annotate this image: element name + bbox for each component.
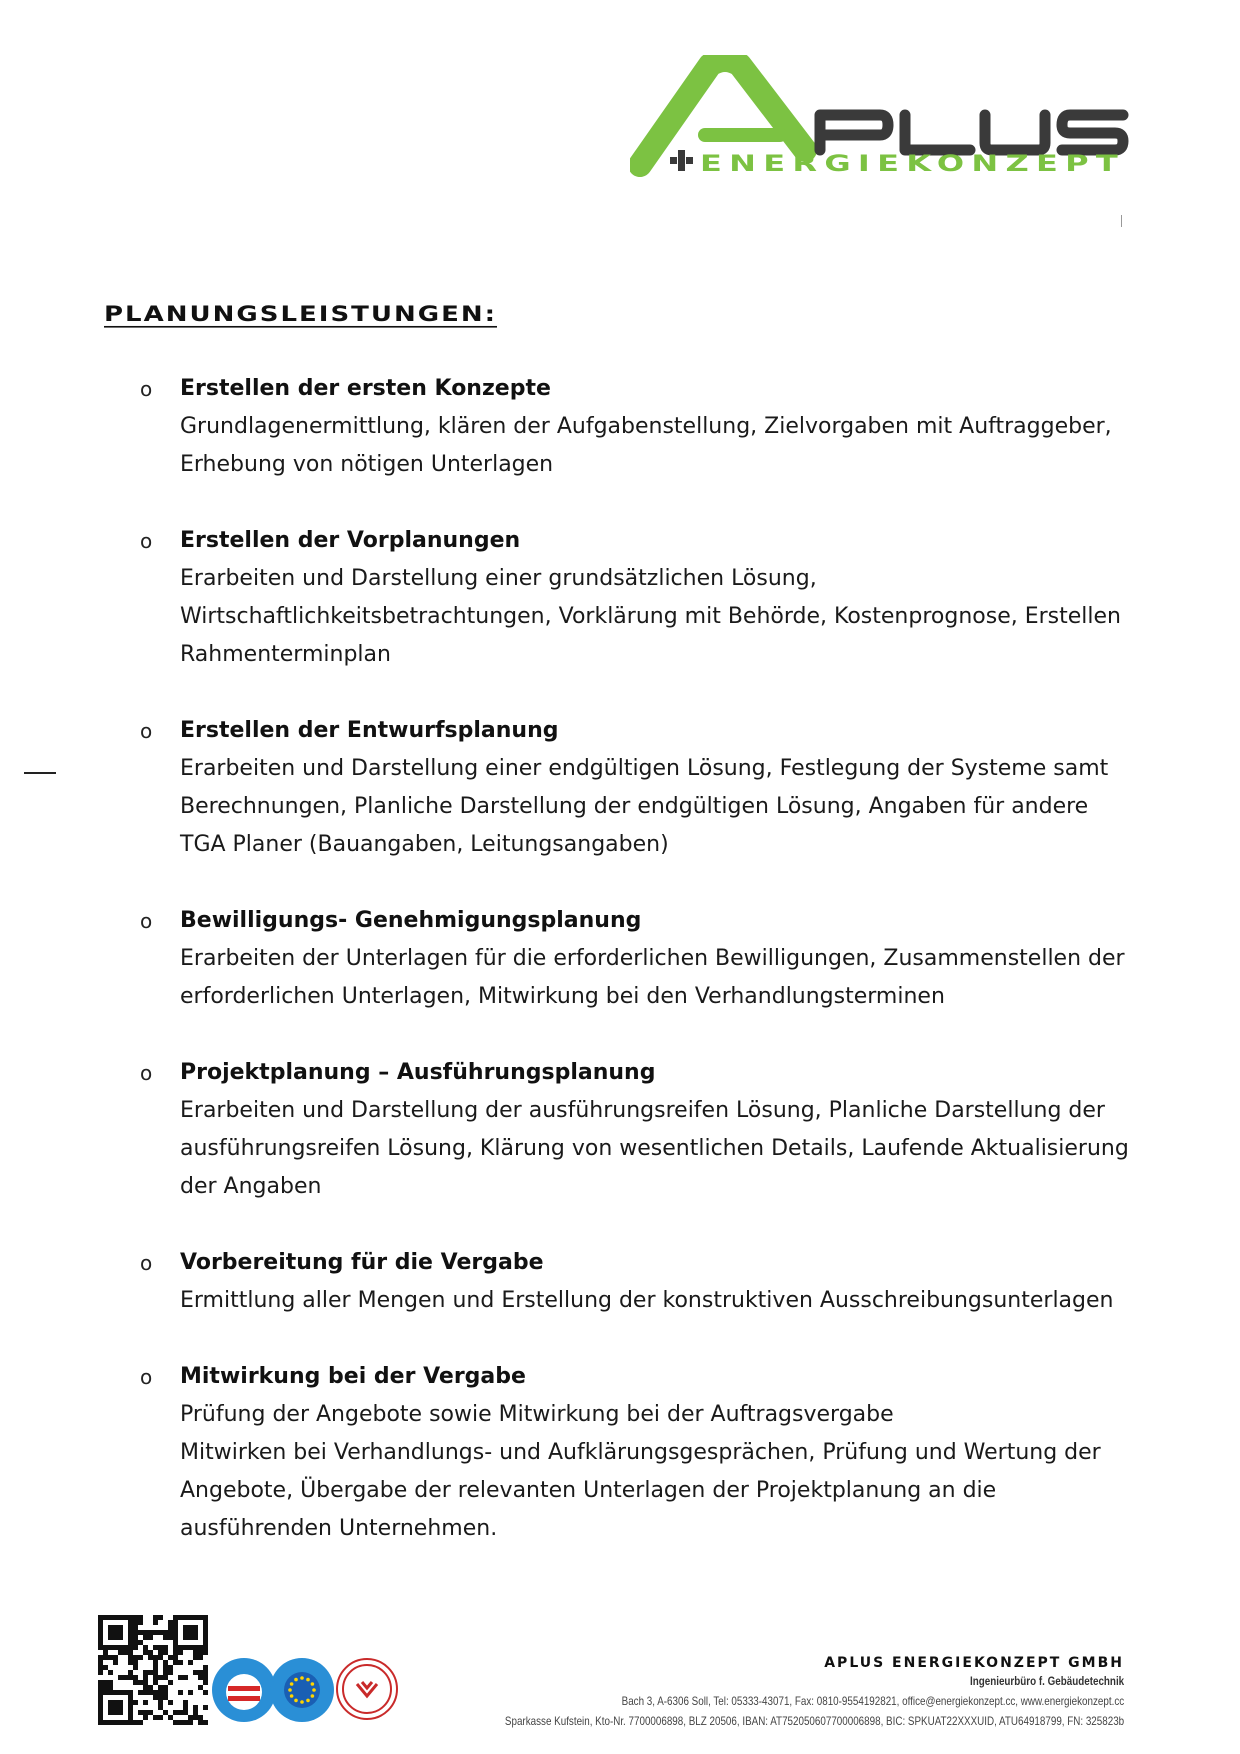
footer-company-name: APLUS ENERGIEKONZEPT GMBH	[824, 1655, 1124, 1671]
aplus-energiekonzept-logo	[630, 55, 1130, 190]
qr-code-icon	[98, 1615, 208, 1725]
service-item	[140, 902, 1140, 1016]
service-description: Grundlagenermittlung, klären der Aufgabenstellung, Zielvorgaben mit Auftraggeber, Erhebung von nötigen Unterlagen	[180, 414, 1112, 477]
service-description: Erarbeiten und Darstellung einer grundsätzlichen Lösung, Wirtschaftlichkeitsbetrachtungen, Vorklärung mit Behörde, Kostenprognose, Erstellen Rahmenterminplan	[180, 566, 1121, 667]
service-title: Projektplanung – Ausführungsplanung	[180, 1060, 656, 1085]
service-item	[140, 1358, 1140, 1548]
service-description: Erarbeiten und Darstellung der ausführungsreifen Lösung, Planliche Darstellung der ausführungsreifen Lösung, Klärung von wesentlichen Details, Laufende Aktualisierung der Angaben	[180, 1098, 1129, 1199]
footer-bank-details: Sparkasse Kufstein, Kto-Nr. 7700006898, BLZ 20506, IBAN: AT752050607700006898, BIC: SPKUAT22XXXUID, ATU64918799, FN: 325823b	[504, 1714, 1124, 1728]
service-title: Erstellen der Entwurfsplanung	[180, 718, 559, 743]
service-item	[140, 522, 1140, 674]
service-description: Ermittlung aller Mengen und Erstellung der konstruktiven Ausschreibungsunterlagen	[180, 1288, 1114, 1313]
service-description: Prüfung der Angebote sowie Mitwirkung bei der Auftragsvergabe Mitwirken bei Verhandlungs- und Aufklärungsgesprächen, Prüfung und Wertung der Angebote, Übergabe der relevanten Unterlagen der Projektplanung an die ausführenden Unternehmen.	[180, 1402, 1101, 1541]
ingenieur-bueros-badge-icon	[212, 1658, 276, 1722]
bullet-circle-icon: o	[140, 1365, 153, 1389]
service-description: Erarbeiten der Unterlagen für die erforderlichen Bewilligungen, Zusammenstellen der erforderlichen Unterlagen, Mitwirkung bei den Verhandlungsterminen	[180, 946, 1125, 1009]
bullet-circle-icon: o	[140, 719, 153, 743]
footer-subtitle: Ingenieurbüro f. Gebäudetechnik	[969, 1674, 1124, 1688]
margin-mark	[24, 772, 56, 774]
service-title: Mitwirkung bei der Vergabe	[180, 1364, 526, 1389]
page-heading: PLANUNGSLEISTUNGEN:	[104, 302, 498, 327]
footer-address: Bach 3, A-6306 Soll, Tel: 05333-43071, Fax: 0810-9554192821, office@energiekonzept.cc, www.energiekonzept.cc	[621, 1694, 1124, 1708]
bullet-circle-icon: o	[140, 1251, 153, 1275]
service-description: Erarbeiten und Darstellung einer endgültigen Lösung, Festlegung der Systeme samt Berechnungen, Planliche Darstellung der endgültigen Lösung, Angaben für andere TGA Planer (Bauangaben, Leitungsangaben)	[180, 756, 1109, 857]
eu-stars-badge-icon	[270, 1658, 334, 1722]
bullet-circle-icon: o	[140, 529, 153, 553]
service-title: Bewilligungs- Genehmigungsplanung	[180, 908, 642, 933]
services-list	[140, 370, 1140, 1586]
service-title: Vorbereitung für die Vergabe	[180, 1250, 544, 1275]
service-item	[140, 1244, 1140, 1320]
bullet-circle-icon: o	[140, 1061, 153, 1085]
service-title: Erstellen der Vorplanungen	[180, 528, 521, 553]
bullet-circle-icon: o	[140, 909, 153, 933]
bullet-circle-icon: o	[140, 377, 153, 401]
service-item	[140, 370, 1140, 484]
service-title: Erstellen der ersten Konzepte	[180, 376, 551, 401]
company-footer	[369, 1655, 1124, 1731]
page-tick-mark	[1121, 215, 1122, 227]
service-item	[140, 712, 1140, 864]
service-item	[140, 1054, 1140, 1206]
logo-tagline: ENERGIEKONZEPT	[700, 152, 1125, 177]
